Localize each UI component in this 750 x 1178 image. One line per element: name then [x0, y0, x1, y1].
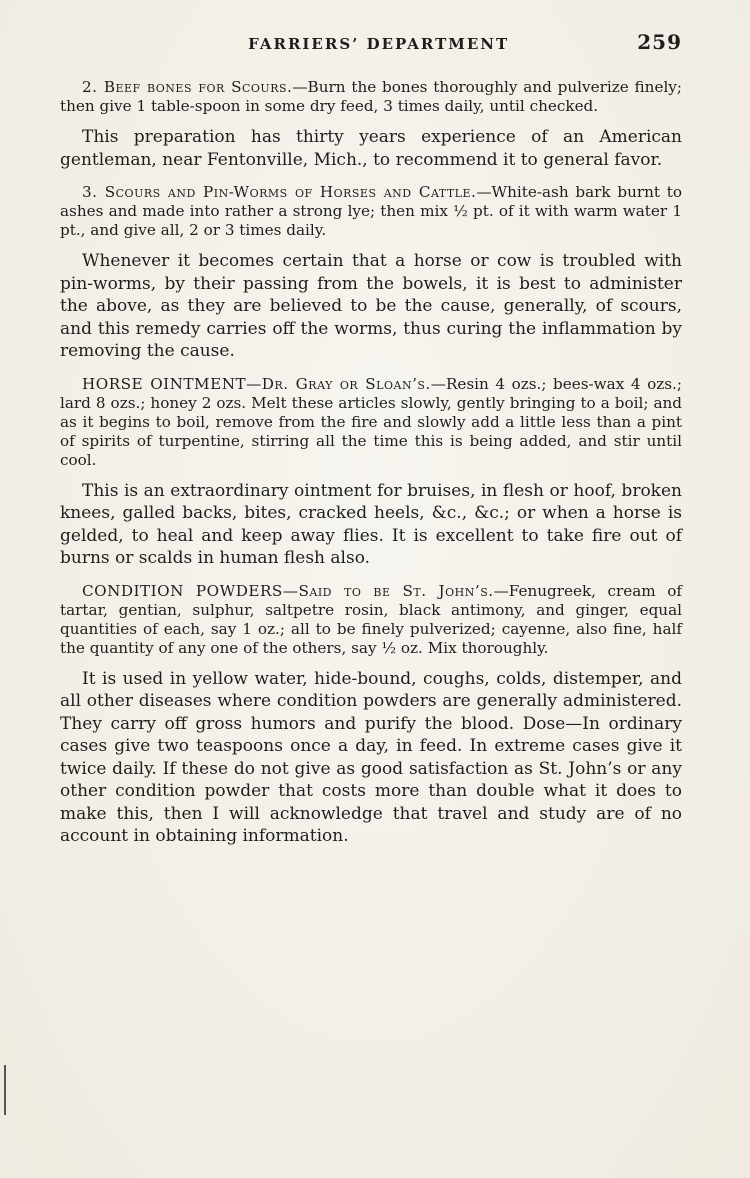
recipe-note: This preparation has thirty years experience of an American gentleman, near Fentonville, Mich., to recommend it to general favor.: [60, 127, 682, 170]
recipe-title: 2. Beef bones for Scours.: [82, 78, 293, 96]
recipe-note: Whenever it becomes certain that a horse or cow is troubled with pin-worms, by their passing from the bowels, it is best to administer the above, as they are believed to be the cause, generally, of scours, and this remedy carries off the worms, thus curing the inflammation by removing the cause.: [60, 251, 682, 361]
page-number: 259: [637, 30, 682, 54]
recipe-beef-bones: [60, 78, 682, 116]
recipe-horse-ointment: [60, 375, 682, 470]
recipe-title: CONDITION POWDERS—Said to be St. John’s.: [82, 581, 494, 600]
recipe-text: —White-ash bark burnt to ashes and made into rather a strong lye; then mix ½ pt. of it with warm water 1 pt., and give all, 2 or 3 times daily.: [60, 183, 682, 239]
page-edge-mark: [4, 1065, 6, 1115]
running-title: FARRIERS’ DEPARTMENT: [248, 35, 510, 53]
recipe-note: This is an extraordinary ointment for bruises, in flesh or hoof, broken knees, galled backs, bites, cracked heels, &c., &c.; or when a horse is gelded, to heal and keep away flies. It is excellent to take fire out of burns or scalds in human flesh also.: [60, 480, 682, 568]
recipe-title: HORSE OINTMENT—Dr. Gray or Sloan’s.: [82, 374, 431, 393]
recipe-text: —Burn the bones thoroughly and pulverize finely; then give 1 table-spoon in some dry feed, 3 times daily, until checked.: [60, 78, 682, 115]
recipe-title: 3. Scours and Pin-Worms of Horses and Cattle.: [82, 183, 477, 201]
recipe-text: —Fenugreek, cream of tartar, gentian, sulphur, saltpetre rosin, black antimony, and ginger, equal quantities of each, say 1 oz.; all to be finely pulverized; cayenne, also fine, half the quantity of any one of the others, say ½ oz. Mix thoroughly.: [60, 581, 682, 657]
recipe-condition-powders: [60, 582, 682, 658]
recipe-note: It is used in yellow water, hide-bound, coughs, colds, distemper, and all other diseases where condition powders are generally administered. They carry off gross humors and purify the blood. Dose—In ordinary cases give two teaspoons once a day, in feed. In extreme cases give it twice daily. If these do not give as good satisfaction as St. John’s or any other condition powder that costs more than double what it does to make this, then I will acknowledge that travel and study are of no account in obtaining information.: [60, 668, 682, 846]
running-head: [60, 30, 682, 64]
recipe-text: —Resin 4 ozs.; bees-wax 4 ozs.; lard 8 ozs.; honey 2 ozs. Melt these articles slowly, gently bringing to a boil; and as it begins to boil, remove from the fire and slowly add a little less than a pint of spirits of turpentine, stirring all the time this is being added, and stir until cool.: [60, 374, 682, 469]
recipe-scours-pin-worms: [60, 183, 682, 240]
